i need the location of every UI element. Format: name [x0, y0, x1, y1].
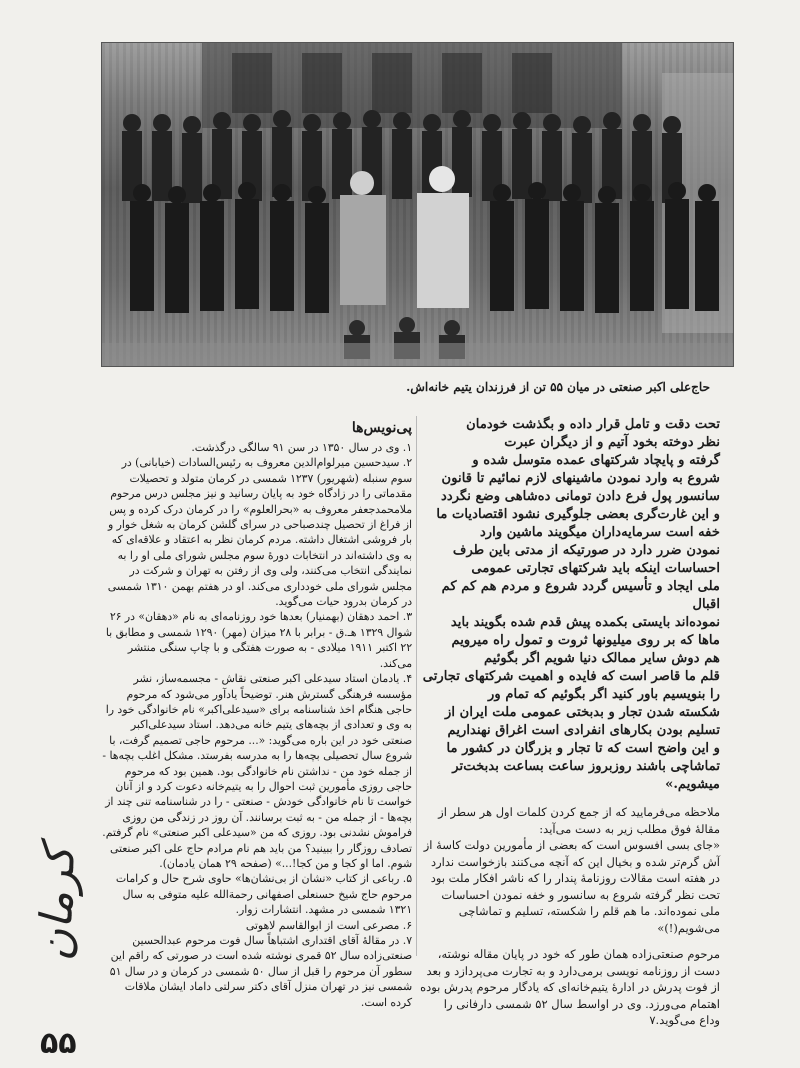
article-line: ملی ایجاد و تأسیس گردد شروع و مردم هم کم کم اقبال: [441, 579, 720, 612]
note-intro: ملاحظه می‌فرمایید که از جمع کردن کلمات اول هر سطر از مقالهٔ فوق مطلب زیر به دست می‌آید:: [438, 805, 720, 836]
footnote-item: ۲. سیدحسین میرلوام‌الدین معروف به رئیس‌السادات (خیابانی) در سوم سنبله (شهریور) ۱۲۳۷ شمسی در کرمان متولد و تحصیلات مقدماتی را در زادگاه خود به پایان رسانید و نیز مجلس درس مرحوم ملامحمدجعفر معروف به «بحرالعلوم» را در کرمان درک کرده و پس از فراغ از تحصیل چندصباحی در سرای گلشن کرمان به شغل خوار و بار فروشی اشتغال داشته. مردم کرمان نظر به اعتقاد و علاقه‌ای که به وی داشته‌اند در انتخابات دورهٔ سوم مجلس شورای ملی او را به نمایندگی انتخاب می‌کنند، ولی وی از رفتن به تهران و شرکت در مجلس شورای ملی خودداری می‌کند. او در هفتم بهمن ۱۳۱۰ شمسی در کرمان بدرود حیات می‌گوید.: [107, 456, 412, 609]
article-line: نموده‌اند بایستی بکمده پیش قدم شده بگویند باید: [450, 615, 720, 630]
magazine-logo: کرمان: [30, 845, 85, 962]
article-line: و این واضح است که تا تجار و بزرگان در کشور ما: [446, 741, 720, 756]
article-line: و این غارت‌گری بعضی جلوگیری نشود اقتصادیات ما: [436, 507, 720, 522]
article-line: ماها که بر روی میلیونها ثروت و تمول راه میرویم: [451, 633, 720, 648]
article-line: شروع به وارد نمودن ماشینهای لازم نمائیم تا قانون: [441, 471, 720, 486]
article-line: گرفته و پایچاد شرکتهای عمده متوسل شده و: [472, 453, 720, 468]
footnote-item: ۵. رباعی از کتاب «نشان از بی‌نشان‌ها» حاوی شرح حال و کرامات مرحوم حاج شیخ حسنعلی اصفهانی رحمة‌الله علیه متوفی به سال ۱۳۲۱ شمسی در مشهد. انتشارات زوار.: [115, 872, 412, 917]
article-line: احساسات اینکه باید شرکتهای تجارتی عمومی: [471, 561, 720, 576]
photo-caption: حاج‌علی اکبر صنعتی در میان ۵۵ تن از فرزندان یتیم خانه‌اش.: [406, 380, 710, 394]
page-number: ۵۵: [40, 1026, 77, 1061]
group-photo: [101, 42, 734, 367]
article-line: را بنویسیم باور کنید اگر بگوئیم که تمام ور: [488, 687, 720, 702]
column-divider: [416, 416, 417, 956]
footnotes-column: [102, 420, 412, 1010]
closing-paragraph: مرحوم صنعتی‌زاده همان طور که خود در پایان مقاله نوشته، دست از روزنامه نویسی برمی‌دارد و به تجارت می‌پردازد و بعد از فوت پدرش در ادارهٔ یتیم‌خانه‌ای که یادگار مرحوم پدرش بوده اهتمام می‌ورزد. وی در اواسط سال ۵۲ شمسی دارفانی را وداع می‌گوید.۷: [420, 947, 720, 1027]
article-line: شکسته شدن تجار و بدبختی عمومی ملت ایران از: [445, 705, 720, 720]
article-line: سانسور پول فرع دادن تومانی ده‌شاهی وضع نگردد: [440, 489, 720, 504]
note-quote: «جای بسی افسوس است که بعضی از مأمورین دولت کاسهٔ از آش گرم‌تر شده و بخیال این که آنچه می‌کنند بازخواست ندارد در هفته است مقالات روزنامهٔ پندار را که ناشر افکار ملت بود تحت نظر گرفته شروع به سانسور و خفه نمودن احساسات ملی نموده‌اند. ما هم قلم را شکسته، تسلیم و تماشاچی می‌شویم(!)»: [423, 838, 720, 935]
footnote-item: ۷. در مقالهٔ آقای اقتداری اشتباهاً سال فوت مرحوم عبدالحسین صنعتی‌زاده سال ۵۲ قمری نوشته شده است در صورتی که راقم این سطور آن مرحوم را قبل از سال ۵۰ شمسی در کرمان و در سال ۵۱ شمسی نیز در تهران منزل آقای دکتر سرلتی داماد ایشان ملاقات کرده است.: [109, 934, 412, 1009]
footnote-item: ۱. وی در سال ۱۳۵۰ در سن ۹۱ سالگی درگذشت.: [191, 441, 412, 454]
article-line: نمودن ضرر دارد در صورتیکه از مدتی باین طرف: [452, 543, 720, 558]
article-line: تسلیم بودن بکارهای انفرادی است اغراق نهنداریم: [447, 723, 720, 738]
article-line: میشویم.»: [665, 777, 720, 792]
photo-illustration: [102, 43, 733, 366]
article-line: نظر دوخته بخود آتیم و از دیگران عبرت: [504, 435, 720, 450]
footnote-item: ۶. مصرعی است از ابوالقاسم لاهوتی: [245, 918, 412, 932]
article-line: تماشاچی باشند روزبروز ساعت بساعت بدبخت‌تر: [452, 759, 720, 774]
article-line: تحت دقت و تامل قرار داده و بگذشت خودمان: [466, 417, 720, 432]
article-line: خفه است سرمایه‌داران میگویند ماشین وارد: [479, 525, 720, 540]
article-column: [420, 416, 720, 1029]
article-line: قلم ما قاصر است که فایده و اهمیت شرکتهای تجارتی: [422, 669, 720, 684]
footnotes-heading: پی‌نویس‌ها: [351, 420, 412, 436]
footnote-item: ۴. یادمان استاد سیدعلی اکبر صنعتی نقاش - مجسمه‌ساز، نشر مؤسسه فرهنگی گسترش هنر. توضیحاً یادآور می‌شود که مرحوم حاجی هنگام اخذ شناسنامه برای «سیدعلی‌اکبر» نام خانوادگی خود را به وی و تعدادی از بچه‌های یتیم خانه می‌دهد. استاد سیدعلی‌اکبر صنعتی خود در این باره می‌گوید: «... مرحوم حاجی تصمیم گرفت، با شروع سال تحصیلی بچه‌ها را به مدرسه بفرستد. مشکل اغلب بچه‌ها - از جمله خود من - نداشتن نام خانوادگی بود. همین بود که مرحوم حاجی روزی مأمورین ثبت احوال را به یتیم‌خانه دعوت کرد و از آنان خواست تا نام خانوادگی خودش - صنعتی - را در شناسنامه تنی چند از بچه‌ها - از جمله من - به ثبت برسانند. آن روز در زندگی من روزی فراموش نشدنی بود. روزی که من «سیدعلی اکبر صنعتی» نام گرفتم. تصادف روزگار را ببینید؟ من باید هم نام مرادم حاج علی اکبر صنعتی شوم. اما او کجا و من کجا!...» (صفحه ۲۹ همان یادمان).: [102, 672, 412, 870]
article-line: هم دوش سایر ممالک دنیا شویم اگر بگوئیم: [483, 651, 720, 666]
footnote-item: ۳. احمد دهقان (بهمنیار) بعدها خود روزنامه‌ای به نام «دهقان» در ۲۶ شوال ۱۳۲۹ هـ.ق - برابر با ۲۸ میزان (مهر) ۱۲۹۰ شمسی و مطابق با ۲۲ اکتبر ۱۹۱۱ میلادی - به صورت هفتگی و با چاپ سنگی منتشر می‌کند.: [105, 610, 412, 670]
